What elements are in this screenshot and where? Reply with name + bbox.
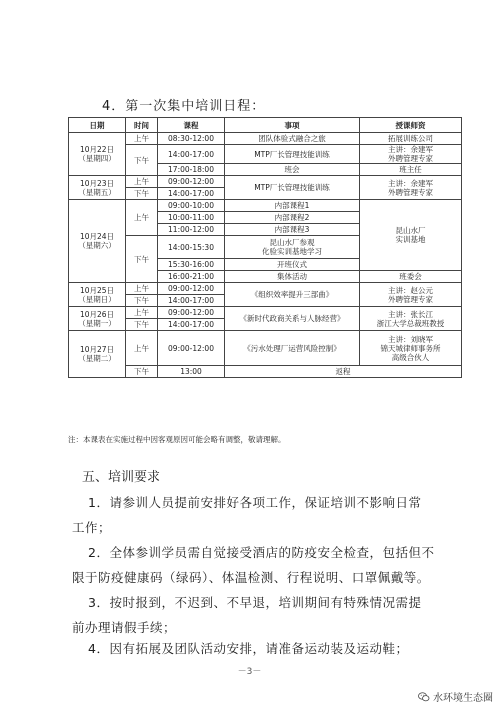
time-cell: 上午 bbox=[126, 283, 158, 295]
table-row bbox=[69, 133, 462, 145]
course-cell: 14:00-17:00 bbox=[158, 145, 225, 164]
time-cell: 上午 bbox=[126, 331, 158, 366]
item-cell: MTP厂长管理技能训练 bbox=[225, 176, 360, 200]
course-cell: 17:00-18:00 bbox=[158, 164, 225, 176]
time-cell: 上午 bbox=[126, 307, 158, 319]
page-number: －3－ bbox=[237, 667, 262, 677]
watermark-text: 水环境生态圈 bbox=[433, 693, 493, 704]
watermark bbox=[418, 689, 493, 704]
course-cell: 15:30-16:00 bbox=[158, 259, 225, 271]
course-cell: 13:00 bbox=[158, 366, 225, 378]
course-cell: 09:00-12:00 bbox=[158, 307, 225, 319]
item-cell: 班会 bbox=[225, 164, 360, 176]
header-course: 课程 bbox=[158, 118, 225, 133]
date-cell: 10月24日 （星期六） bbox=[69, 200, 126, 283]
table-header-row bbox=[69, 118, 462, 133]
course-cell: 11:00-12:00 bbox=[158, 224, 225, 236]
table-row bbox=[69, 307, 462, 319]
course-cell: 14:00-17:00 bbox=[158, 188, 225, 200]
requirement-1: 1．请参训人员提前安排好各项工作，保证培训不影响日常 工作； bbox=[72, 495, 422, 535]
item-cell: MTP厂长管理技能训练 bbox=[225, 145, 360, 164]
course-cell: 16:00-21:00 bbox=[158, 271, 225, 283]
item-cell: 内部课程3 bbox=[225, 224, 360, 236]
item-cell: 开班仪式 bbox=[225, 259, 360, 271]
date-cell: 10月27日 （星期二） bbox=[69, 331, 126, 378]
training-schedule-table bbox=[68, 117, 462, 378]
date-cell: 10月26日 （星期一） bbox=[69, 307, 126, 331]
header-teacher: 授课师资 bbox=[360, 118, 462, 133]
table-row bbox=[69, 331, 462, 366]
table-row bbox=[69, 283, 462, 295]
requirement-4: 4．因有拓展及团队活动安排，请准备运动装及运动鞋； bbox=[88, 641, 409, 656]
teacher-cell: 主讲：赵公元 外聘管理专家 bbox=[360, 283, 462, 307]
time-cell: 下午 bbox=[126, 236, 158, 283]
course-cell: 09:00-12:00 bbox=[158, 331, 225, 366]
teacher-cell: 主讲：余建军 外聘管理专家 bbox=[360, 145, 462, 164]
item-cell: 《组织效率提升三部曲》 bbox=[225, 283, 360, 307]
table-row bbox=[69, 200, 462, 212]
time-cell: 上午 bbox=[126, 133, 158, 145]
time-cell: 下午 bbox=[126, 319, 158, 331]
time-cell: 下午 bbox=[126, 295, 158, 307]
table-row bbox=[69, 176, 462, 188]
course-cell: 09:00-12:00 bbox=[158, 176, 225, 188]
teacher-cell: 班委会 bbox=[360, 271, 462, 283]
course-cell: 09:00-12:00 bbox=[158, 283, 225, 295]
item-cell: 团队体验式融合之旅 bbox=[225, 133, 360, 145]
item-cell: 内部课程2 bbox=[225, 212, 360, 224]
date-cell: 10月23日 （星期五） bbox=[69, 176, 126, 200]
course-cell: 14:00-15:30 bbox=[158, 236, 225, 259]
wechat-icon bbox=[418, 691, 430, 703]
teacher-cell: 主讲：余建军 外聘管理专家 bbox=[360, 176, 462, 200]
course-cell: 08:30-12:00 bbox=[158, 133, 225, 145]
time-cell: 下午 bbox=[126, 145, 158, 176]
teacher-cell: 拓展训练公司 bbox=[360, 133, 462, 145]
time-cell: 下午 bbox=[126, 188, 158, 200]
section-4-title: 4．第一次集中培训日程： bbox=[102, 99, 266, 114]
teacher-cell: 主讲：刘晓军 锦天城律师事务所 高级合伙人 bbox=[360, 331, 462, 366]
date-cell: 10月25日 （星期日） bbox=[69, 283, 126, 307]
table-row bbox=[69, 145, 462, 164]
course-cell: 14:00-17:00 bbox=[158, 295, 225, 307]
teacher-cell: 班主任 bbox=[360, 164, 462, 176]
header-item: 事项 bbox=[225, 118, 360, 133]
section-5-title: 五、培训要求 bbox=[82, 470, 161, 485]
item-cell: 内部课程1 bbox=[225, 200, 360, 212]
schedule-note: 注：本课表在实施过程中因客观原因可能会略有调整，敬请理解。 bbox=[68, 435, 286, 444]
course-cell: 14:00-17:00 bbox=[158, 319, 225, 331]
time-cell: 上午 bbox=[126, 176, 158, 188]
header-time: 时间 bbox=[126, 118, 158, 133]
requirement-3: 3．按时报到，不迟到、不早退，培训期间有特殊情况需提 前办理请假手续； bbox=[72, 595, 422, 635]
item-cell: 《新时代政商关系与人脉经营》 bbox=[225, 307, 360, 331]
item-cell: 《污水处理厂运营风险控制》 bbox=[225, 331, 360, 366]
time-cell: 上午 bbox=[126, 200, 158, 236]
table-row bbox=[69, 366, 462, 378]
requirement-2: 2．全体参训学员需自觉接受酒店的防疫安全检查，包括但不 限于防疫健康码（绿码）、体温检测、行程说明、口罩佩戴等。 bbox=[72, 545, 435, 585]
item-cell: 返程 bbox=[225, 366, 462, 378]
date-cell: 10月22日 （星期四） bbox=[69, 133, 126, 176]
item-cell: 昆山水厂参观 化验实训基地学习 bbox=[225, 236, 360, 259]
header-date: 日期 bbox=[69, 118, 126, 133]
teacher-cell: 主讲：张长江 浙江大学总裁班教授 bbox=[360, 307, 462, 331]
course-cell: 09:00-10:00 bbox=[158, 200, 225, 212]
time-cell: 下午 bbox=[126, 366, 158, 378]
item-cell: 集体活动 bbox=[225, 271, 360, 283]
teacher-cell: 昆山水厂 实训基地 bbox=[360, 200, 462, 271]
course-cell: 10:00-11:00 bbox=[158, 212, 225, 224]
